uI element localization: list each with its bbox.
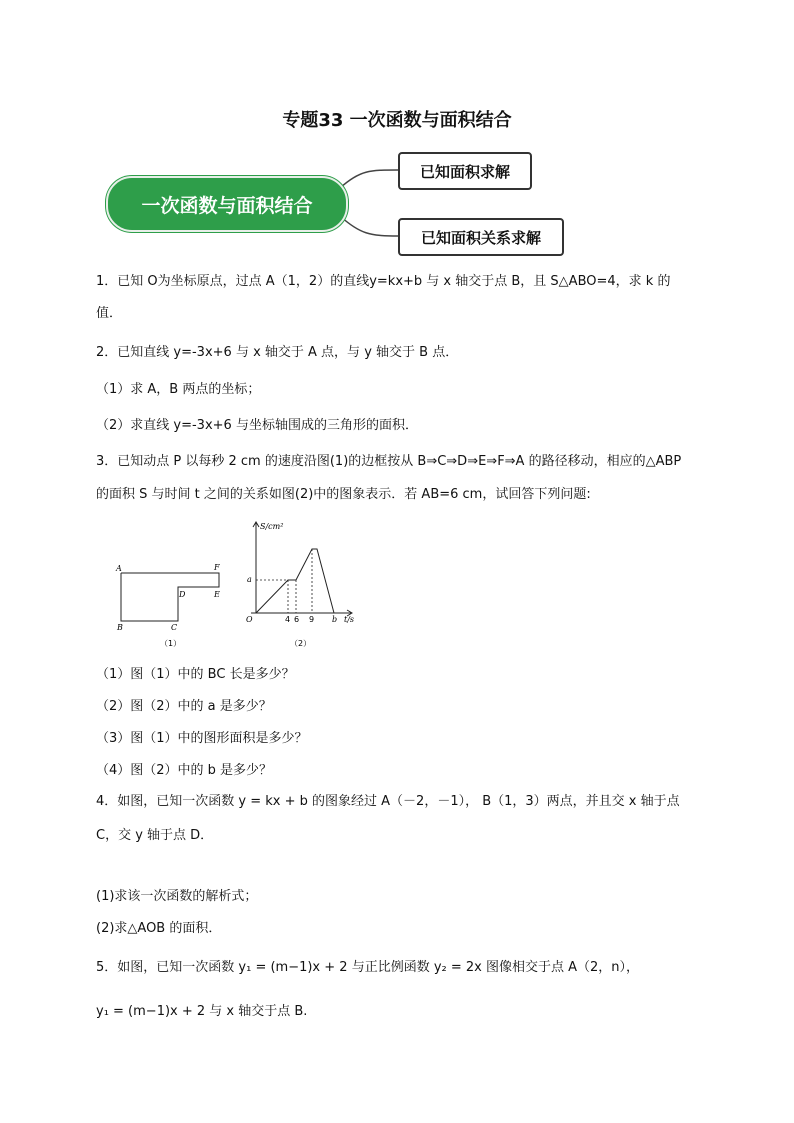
fig1-caption: （1） <box>160 639 182 648</box>
fig2-tick-4: 4 <box>285 615 291 624</box>
fig1-label-e: E <box>214 590 220 599</box>
fig2-x-label: t/s <box>344 615 355 624</box>
q2-sub2: （2）求直线 y=-3x+6 与坐标轴围成的三角形的面积． <box>96 418 418 433</box>
q4-line1: 4．如图，已知一次函数 y = kx + b 的图象经过 A（－2，－1）， B（1，3）两点，并且交 x 轴于点 <box>96 794 680 809</box>
fig2-tick-9: 9 <box>309 615 315 624</box>
fig2-caption: （2） <box>290 639 312 648</box>
mind-map-branch-area-known: 已知面积求解 <box>398 152 532 190</box>
mind-map-branch-area-relation: 已知面积关系求解 <box>398 218 564 256</box>
fig2-a-label: a <box>247 575 252 584</box>
q4-sub1: (1)求该一次函数的解析式； <box>96 889 258 904</box>
fig1-label-c: C <box>171 623 178 632</box>
q4-sub2: (2)求△AOB 的面积． <box>96 921 222 936</box>
q3-sub1: （1）图（1）中的 BC 长是多少？ <box>96 667 295 682</box>
q2-stem: 2．已知直线 y=-3x+6 与 x 轴交于 A 点，与 y 轴交于 B 点． <box>96 345 459 360</box>
fig2-tick-6: 6 <box>294 615 300 624</box>
fig1-label-a: A <box>116 564 122 573</box>
q1-line1: 1．已知 O为坐标原点，过点 A（1，2）的直线y=kx+b 与 x 轴交于点 B，且 S△ABO=4，求 k 的 <box>96 274 671 289</box>
mind-map-center: 一次函数与面积结合 <box>106 176 348 232</box>
page-title: 专题33 一次函数与面积结合 <box>282 110 512 131</box>
q3-line1: 3．已知动点 P 以每秒 2 cm 的速度沿图(1)的边框按从 B⇒C⇒D⇒E⇒F⇒A 的路径移动，相应的△ABP <box>96 454 682 469</box>
q3-sub2: （2）图（2）中的 a 是多少？ <box>96 699 272 714</box>
fig1-label-f: F <box>214 563 220 572</box>
fig2-tick-b: b <box>332 615 338 624</box>
fig2-graph <box>256 549 334 613</box>
q3-sub4: （4）图（2）中的 b 是多少？ <box>96 763 273 778</box>
fig2-y-label: S/cm² <box>260 522 284 531</box>
fig2-origin: O <box>246 615 253 624</box>
q5-line2: y₁ = (m−1)x + 2 与 x 轴交于点 B. <box>96 1004 308 1019</box>
q5-line1: 5．如图，已知一次函数 y₁ = (m−1)x + 2 与正比例函数 y₂ = 2x 图像相交于点 A（2，n）， <box>96 960 640 975</box>
q4-line2: C，交 y 轴于点 D． <box>96 828 214 843</box>
mind-map <box>100 148 570 256</box>
q1-line2: 值． <box>96 306 123 321</box>
fig1-outline <box>121 573 219 621</box>
q3-line2: 的面积 S 与时间 t 之间的关系如图(2)中的图象表示．若 AB=6 cm，试回答下列问题: <box>96 487 591 502</box>
fig1-label-b: B <box>117 623 123 632</box>
q3-figures <box>108 518 368 653</box>
q3-figure-svg <box>108 518 368 653</box>
q3-sub3: （3）图（1）中的图形面积是多少？ <box>96 731 308 746</box>
q2-sub1: （1）求 A，B 两点的坐标； <box>96 382 261 397</box>
fig1-label-d: D <box>179 590 186 599</box>
